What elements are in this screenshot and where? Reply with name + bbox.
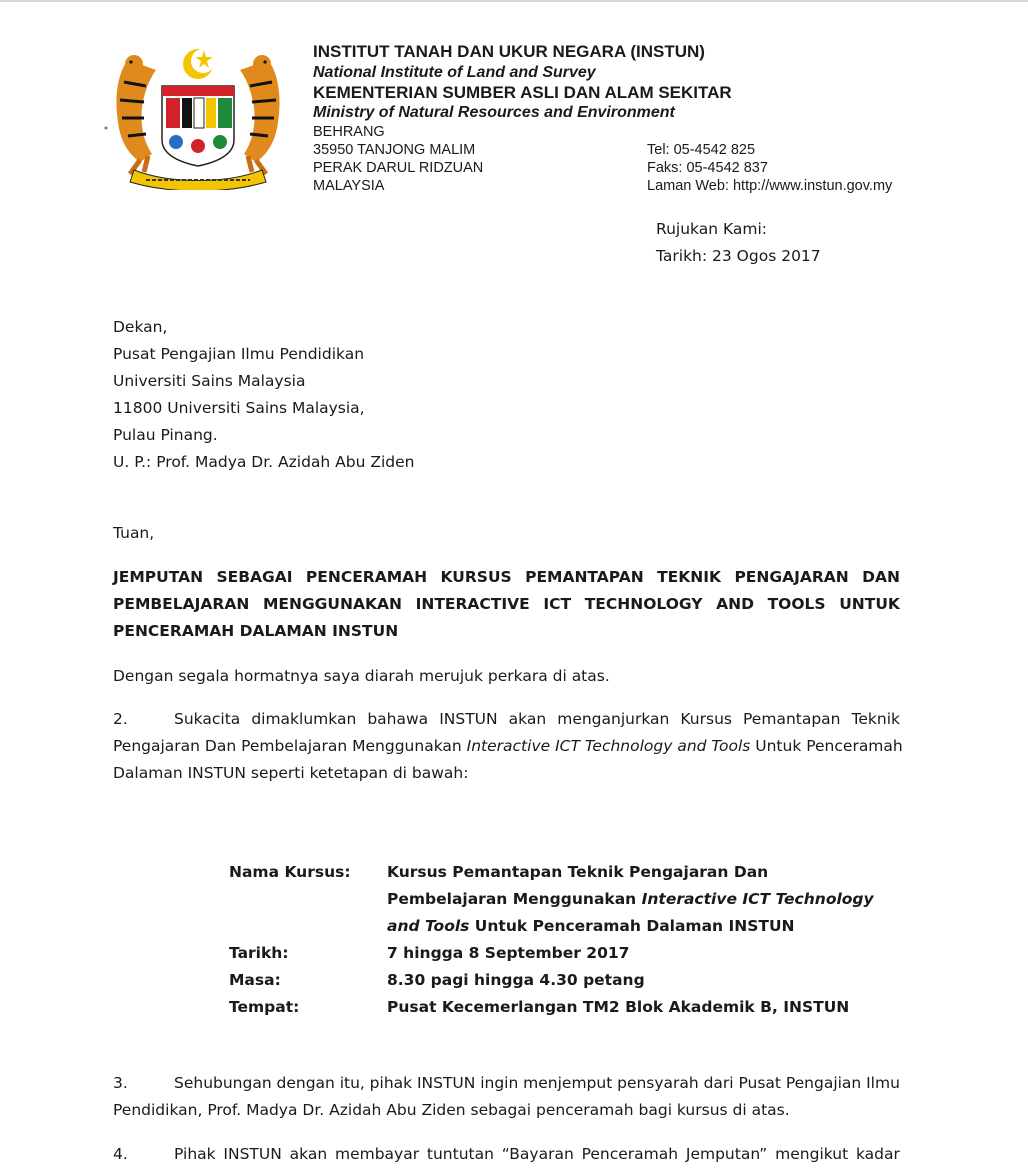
recipient-line: 11800 Universiti Sains Malaysia, xyxy=(113,399,365,417)
recipient-attention: U. P.: Prof. Madya Dr. Azidah Abu Ziden xyxy=(113,453,415,471)
course-name-value: and Tools Untuk Penceramah Dalaman INSTUN xyxy=(387,917,795,935)
paragraph-word: INSTUN xyxy=(416,1074,476,1092)
address-line: BEHRANG xyxy=(313,124,385,140)
paragraph-text: Untuk Penceramah xyxy=(750,737,903,755)
paragraph-word: pensyarah xyxy=(617,1074,699,1092)
paragraph-line xyxy=(113,760,900,787)
paragraph-number: 3. Sehubungan xyxy=(113,1074,272,1092)
ministry-name: KEMENTERIAN SUMBER ASLI DAN ALAM SEKITAR xyxy=(313,83,732,102)
subject-word: KURSUS xyxy=(440,568,512,586)
paragraph-word: pihak xyxy=(369,1074,413,1092)
paragraph-3 xyxy=(113,1070,900,1124)
address-line: MALAYSIA xyxy=(313,178,385,194)
paragraph-line xyxy=(113,1141,900,1168)
paragraph-word: Penceramah xyxy=(581,1145,679,1163)
subject-word: TECHNOLOGY xyxy=(584,595,703,613)
address-line: 35950 TANJONG MALIM xyxy=(313,142,476,158)
subject-word: MENGGUNAKAN xyxy=(262,595,402,613)
course-time-value: 8.30 pagi hingga 4.30 petang xyxy=(387,971,645,989)
ministry-name-english: Ministry of Natural Resources and Environment xyxy=(313,104,675,121)
paragraph-word: Ilmu xyxy=(866,1074,900,1092)
paragraph-word: bahawa xyxy=(367,710,429,728)
paragraph-word: INSTUN xyxy=(223,1145,282,1163)
paragraph-word: kadar xyxy=(855,1145,900,1163)
subject-word: ICT xyxy=(543,595,572,613)
recipient-line: Pusat Pengajian Ilmu Pendidikan xyxy=(113,345,365,363)
subject-word: DAN xyxy=(862,568,900,586)
course-date-label: Tarikh: xyxy=(229,944,289,962)
letter-date: Tarikh: 23 Ogos 2017 xyxy=(656,247,821,265)
recipient-line: Dekan, xyxy=(113,318,168,336)
paragraph-word: akan xyxy=(508,710,547,728)
paragraph-line xyxy=(113,733,903,760)
subject-word: JEMPUTAN xyxy=(113,568,204,586)
paragraph-word: Pemantapan xyxy=(743,710,841,728)
paragraph-number: 2. Sukacita xyxy=(113,710,241,728)
page-top-border xyxy=(0,0,1028,2)
website: Laman Web: http://www.instun.gov.my xyxy=(647,178,893,194)
reference-label: Rujukan Kami: xyxy=(656,220,767,238)
paragraph-italic-text: Interactive ICT Technology and Tools xyxy=(466,737,751,755)
telephone: Tel: 05-4542 825 xyxy=(647,142,756,158)
malaysia-coat-of-arms-icon xyxy=(100,42,296,190)
paragraph-word: dari xyxy=(703,1074,734,1092)
opening-sentence: Dengan segala hormatnya saya diarah merujuk perkara di atas. xyxy=(113,667,610,685)
subject-line xyxy=(113,564,900,591)
paragraph-4 xyxy=(113,1141,900,1168)
subject-word: PENCERAMAH xyxy=(305,568,428,586)
paragraph-text: Pengajaran Dan Pembelajaran Menggunakan xyxy=(113,737,467,755)
fax: Faks: 05-4542 837 xyxy=(647,160,768,176)
paragraph-text: Pendidikan, Prof. Madya Dr. Azidah Abu Ziden sebagai penceramah bagi kursus di atas. xyxy=(113,1101,790,1119)
address-line: PERAK DARUL RIDZUAN xyxy=(313,160,484,176)
paragraph-word: Teknik xyxy=(851,710,900,728)
paragraph-line xyxy=(113,1097,900,1124)
paragraph-number: 4. Pihak xyxy=(113,1145,216,1163)
paragraph-word: INSTUN xyxy=(439,710,498,728)
subject-word: TOOLS xyxy=(767,595,826,613)
paragraph-word: Jemputan” xyxy=(685,1145,768,1163)
paragraph-line xyxy=(113,706,900,733)
subject-word: TEKNIK xyxy=(657,568,722,586)
subject-line xyxy=(113,618,900,645)
subject-word: INTERACTIVE xyxy=(415,595,530,613)
paragraph-word: Kursus xyxy=(680,710,732,728)
institute-name-english: National Institute of Land and Survey xyxy=(313,64,596,81)
paragraph-word: Pusat xyxy=(738,1074,781,1092)
subject-word: PEMANTAPAN xyxy=(525,568,644,586)
paragraph-2 xyxy=(113,706,903,787)
subject-word: PENGAJARAN xyxy=(734,568,849,586)
subject-word: PEMBELAJARAN xyxy=(113,595,250,613)
paragraph-word: Pengajian xyxy=(785,1074,862,1092)
course-venue-value: Pusat Kecemerlangan TM2 Blok Akademik B, INSTUN xyxy=(387,998,850,1016)
recipient-line: Pulau Pinang. xyxy=(113,426,218,444)
paragraph-word: itu, xyxy=(339,1074,365,1092)
institute-name: INSTITUT TANAH DAN UKUR NEGARA (INSTUN) xyxy=(313,42,705,61)
course-name-value: Pembelajaran Menggunakan Interactive ICT Technology xyxy=(387,890,874,908)
paragraph-word: menganjurkan xyxy=(557,710,670,728)
course-venue-label: Tempat: xyxy=(229,998,300,1016)
subject-text: PENCERAMAH DALAMAN INSTUN xyxy=(113,622,399,640)
subject-line xyxy=(113,591,900,618)
paragraph-word: tuntutan xyxy=(426,1145,494,1163)
paragraph-word: dimaklumkan xyxy=(251,710,357,728)
paragraph-word: “Bayaran xyxy=(501,1145,574,1163)
recipient-line: Universiti Sains Malaysia xyxy=(113,372,306,390)
subject-word: AND xyxy=(716,595,754,613)
course-time-label: Masa: xyxy=(229,971,281,989)
paragraph-line xyxy=(113,1070,900,1097)
paragraph-word: dengan xyxy=(276,1074,335,1092)
paragraph-word: mengikut xyxy=(775,1145,849,1163)
paragraph-text: Dalaman INSTUN seperti ketetapan di bawah: xyxy=(113,764,469,782)
paragraph-word: akan xyxy=(289,1145,328,1163)
subject-word: UNTUK xyxy=(839,595,900,613)
course-name-label: Nama Kursus: xyxy=(229,863,351,881)
subject-word: SEBAGAI xyxy=(216,568,293,586)
salutation: Tuan, xyxy=(113,524,155,542)
letter-subject xyxy=(113,564,900,645)
course-name-value: Kursus Pemantapan Teknik Pengajaran Dan xyxy=(387,863,769,881)
paragraph-word: ingin xyxy=(480,1074,519,1092)
paragraph-word: membayar xyxy=(334,1145,420,1163)
paragraph-word: menjemput xyxy=(523,1074,613,1092)
course-date-value: 7 hingga 8 September 2017 xyxy=(387,944,630,962)
